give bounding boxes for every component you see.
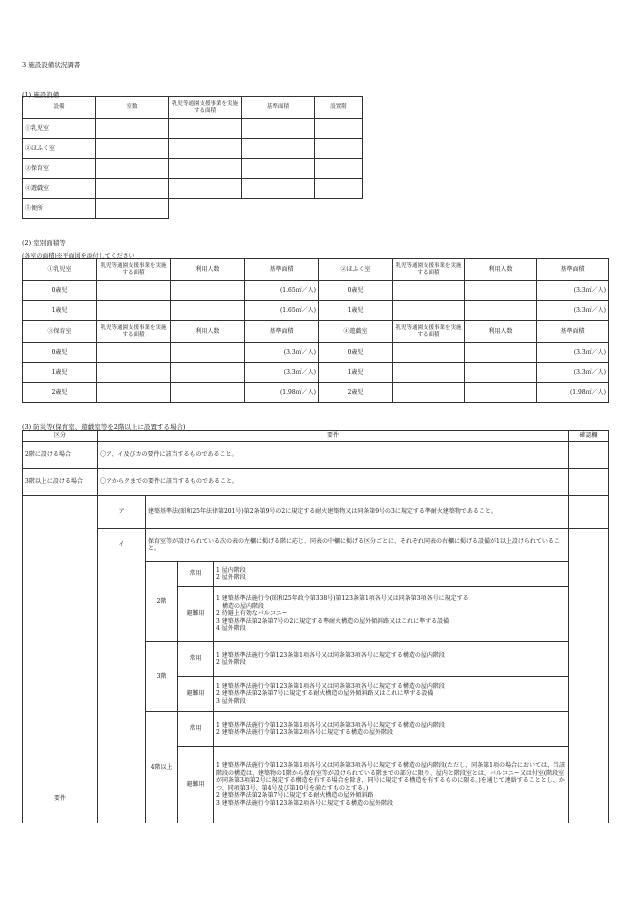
input-cell[interactable] (393, 301, 465, 321)
header-standard-area: 基準面積 (537, 259, 609, 281)
f4-regular-use: 1 建築基準法施行令第123条第1項各号又は同条第3項各号に規定する構造の屋内階段 2 建築基準法施行令第123条第2項各号に規定する構造の屋外階段 (214, 712, 569, 747)
f3-evacuation: 1 建築基準法施行令第123条第1項各号又は同条第3項各号に規定する構造の屋内階段 2 建築基準法第2条第7号に規定する耐火構造の屋外傾斜路又はこれに準ずる設備 3 屋外階段 (214, 677, 569, 712)
infant-room-title: ①乳児室 (23, 259, 97, 281)
evacuation-label: 避難用 (178, 677, 214, 712)
input-cell[interactable] (171, 301, 245, 321)
row-label-crawling-room: ②ほふく室 (23, 139, 96, 159)
input-cell[interactable] (465, 383, 537, 403)
header-support-area: 乳児等通園支援事業を実施する面積 (393, 321, 465, 343)
header-room-count: 室数 (96, 97, 169, 119)
requirement-label: 要件 (23, 496, 98, 823)
input-cell[interactable] (315, 139, 363, 159)
input-cell[interactable] (393, 363, 465, 383)
crawling-room-title: ②ほふく室 (319, 259, 393, 281)
standard-area-value: (3.3㎡／人) (537, 363, 609, 383)
row-text-3f: 〇アからクまでの要件に該当するものであること。 (98, 469, 569, 496)
input-cell[interactable] (242, 179, 315, 199)
f2-regular-use: 1 屋内階段 2 屋外階段 (214, 562, 569, 587)
input-cell[interactable] (242, 139, 315, 159)
regular-use-label: 常用 (178, 562, 214, 587)
input-cell[interactable] (97, 301, 171, 321)
row-label-toilet: ⑤便所 (23, 199, 96, 219)
input-cell[interactable] (171, 281, 245, 301)
header-support-area: 乳児等通園支援事業を実施する面積 (393, 259, 465, 281)
floor-3f: 3階 (146, 642, 178, 712)
age-label: 1歳児 (23, 301, 97, 321)
input-cell[interactable] (96, 119, 169, 139)
header-standard-area: 基準面積 (242, 97, 315, 119)
header-users: 利用人数 (171, 259, 245, 281)
input-cell[interactable] (393, 343, 465, 363)
nursery-room-title: ③保育室 (23, 321, 97, 343)
row-label-nursery-room: ③保育室 (23, 159, 96, 179)
age-label: 0歳児 (23, 343, 97, 363)
input-cell[interactable] (169, 139, 242, 159)
input-cell[interactable] (315, 159, 363, 179)
input-cell[interactable] (97, 281, 171, 301)
input-cell[interactable] (465, 363, 537, 383)
age-label: 2歳児 (23, 383, 97, 403)
input-cell[interactable] (96, 139, 169, 159)
evacuation-label: 避難用 (178, 587, 214, 642)
header-kubun: 区分 (23, 431, 98, 442)
section2-heading: (2) 室別面積等 (22, 239, 66, 247)
standard-area-value: (3.3㎡／人) (537, 343, 609, 363)
section3-heading: (3) 防災等(保育室、遊戯室等を2階以上に設置する場合) (22, 423, 186, 431)
room-area-table (22, 258, 609, 403)
facility-table (22, 96, 363, 219)
standard-area-value: (3.3㎡／人) (537, 301, 609, 321)
input-cell[interactable] (315, 119, 363, 139)
header-check: 確認欄 (569, 431, 609, 442)
header-requirement: 要件 (98, 431, 569, 442)
check-cell[interactable] (569, 469, 609, 496)
input-cell[interactable] (465, 281, 537, 301)
input-cell[interactable] (393, 383, 465, 403)
section2-note: (各室の面積)※平面図を添付してください (22, 253, 135, 260)
input-cell[interactable] (169, 119, 242, 139)
age-label: 2歳児 (319, 383, 393, 403)
input-cell[interactable] (171, 383, 245, 403)
input-cell[interactable] (169, 179, 242, 199)
input-cell[interactable] (465, 301, 537, 321)
f2-evacuation: 1 建築基準法施行令(昭和25年政令第338号)第123条第1項各号又は同条第3項各号に規定する 構造の屋内階段 2 待避上有効なバルコニー 3 建築基準法第2条第7号の2に規定する準耐火構造の屋外傾斜路又はこれに準ずる設備 4 屋外階段 (214, 587, 569, 642)
standard-area-value: (3.3㎡／人) (245, 363, 319, 383)
item-key-i: イ (98, 529, 146, 823)
page-title: 3 施設設備状況調書 (22, 61, 81, 69)
row-label-2f: 2階に設ける場合 (23, 442, 98, 469)
age-label: 0歳児 (319, 281, 393, 301)
input-cell[interactable] (96, 179, 169, 199)
check-cell[interactable] (569, 496, 609, 529)
header-standard-area: 基準面積 (245, 321, 319, 343)
floor-4f-plus: 4階以上 (146, 712, 178, 823)
input-cell[interactable] (97, 363, 171, 383)
item-text-a: 建築基準法(昭和25年法律第201号)第2条第9号の2に規定する耐火建築物又は同条第9号の3に規定する準耐火建築物であること。 (146, 496, 569, 529)
input-cell[interactable] (169, 159, 242, 179)
header-support-area: 乳児等通園支援事業を実施する面積 (97, 259, 171, 281)
row-label-infant-room: ①乳児室 (23, 119, 96, 139)
regular-use-label: 常用 (178, 712, 214, 747)
regular-use-label: 常用 (178, 642, 214, 677)
header-standard-area: 基準面積 (537, 321, 609, 343)
item-key-a: ア (98, 496, 146, 529)
age-label: 1歳児 (23, 363, 97, 383)
input-cell[interactable] (465, 343, 537, 363)
header-support-area: 乳児等通園支援事業を実施する面積 (97, 321, 171, 343)
f4-evacuation: 1 建築基準法施行令第123条第1項各号又は同条第3項各号に規定する構造の屋内階段(ただし、同条第1項の場合においては、当該階段の構造は、建築物の1階から保育室等が設けられている階までの部分に限り、屋内と階段室とは、バルコニー又は付室(階段室が同条第3項第2号に規定する構造を有する場合を除き、同号に規定する構造を有するものに限る。)を通じて連絡することとし、かつ、同項第3号、第4号及び第10号を満たすものとする。) 2 建築基準法第2条第7号に規定する耐火構造の屋外傾斜路 3 建築基準法施行令第123条第2項各号に規定する構造の屋外階段 (214, 747, 569, 823)
input-cell[interactable] (171, 343, 245, 363)
header-users: 利用人数 (465, 259, 537, 281)
age-label: 0歳児 (319, 343, 393, 363)
row-text-2f: 〇ア、イ及びカの要件に該当するものであること。 (98, 442, 569, 469)
check-cell[interactable] (569, 529, 609, 823)
header-equipment: 設備 (23, 97, 96, 119)
age-label: 0歳児 (23, 281, 97, 301)
floor-2f: 2階 (146, 562, 178, 642)
standard-area-value: (1.65㎡／人) (245, 301, 319, 321)
header-users: 利用人数 (171, 321, 245, 343)
header-support-area: 乳児等通園支援事業を実施する面積 (169, 97, 242, 119)
header-floor: 設置階 (315, 97, 363, 119)
row-label-3f: 3階以上に設ける場合 (23, 469, 98, 496)
f3-regular-use: 1 建築基準法施行令第123条第1項各号又は同条第3項各号に規定する構造の屋内階段 2 屋外階段 (214, 642, 569, 677)
check-cell[interactable] (569, 442, 609, 469)
input-cell[interactable] (315, 179, 363, 199)
standard-area-value: (3.3㎡／人) (537, 281, 609, 301)
input-cell[interactable] (242, 119, 315, 139)
age-label: 1歳児 (319, 301, 393, 321)
row-label-play-room: ④遊戯室 (23, 179, 96, 199)
standard-area-value: (1.65㎡／人) (245, 281, 319, 301)
input-cell[interactable] (242, 159, 315, 179)
header-users: 利用人数 (465, 321, 537, 343)
input-cell[interactable] (171, 363, 245, 383)
input-cell[interactable] (97, 343, 171, 363)
age-label: 1歳児 (319, 363, 393, 383)
header-standard-area: 基準面積 (245, 259, 319, 281)
standard-area-value: (1.98㎡／人) (537, 383, 609, 403)
play-room-title: ④遊戯室 (319, 321, 393, 343)
standard-area-value: (3.3㎡／人) (245, 343, 319, 363)
input-cell[interactable] (96, 199, 169, 219)
fire-safety-table (22, 430, 609, 823)
evacuation-label: 避難用 (178, 747, 214, 823)
input-cell[interactable] (393, 281, 465, 301)
standard-area-value: (1.98㎡／人) (245, 383, 319, 403)
input-cell[interactable] (96, 159, 169, 179)
section1-heading: (1) 施設設備 (22, 91, 60, 99)
input-cell[interactable] (97, 383, 171, 403)
item-text-i: 保育室等が設けられている次の表の左欄に掲げる階に応じ、同表の中欄に掲げる区分ごとに、それぞれ同表の右欄に掲げる設備が1以上設けられていること。 (146, 529, 569, 562)
